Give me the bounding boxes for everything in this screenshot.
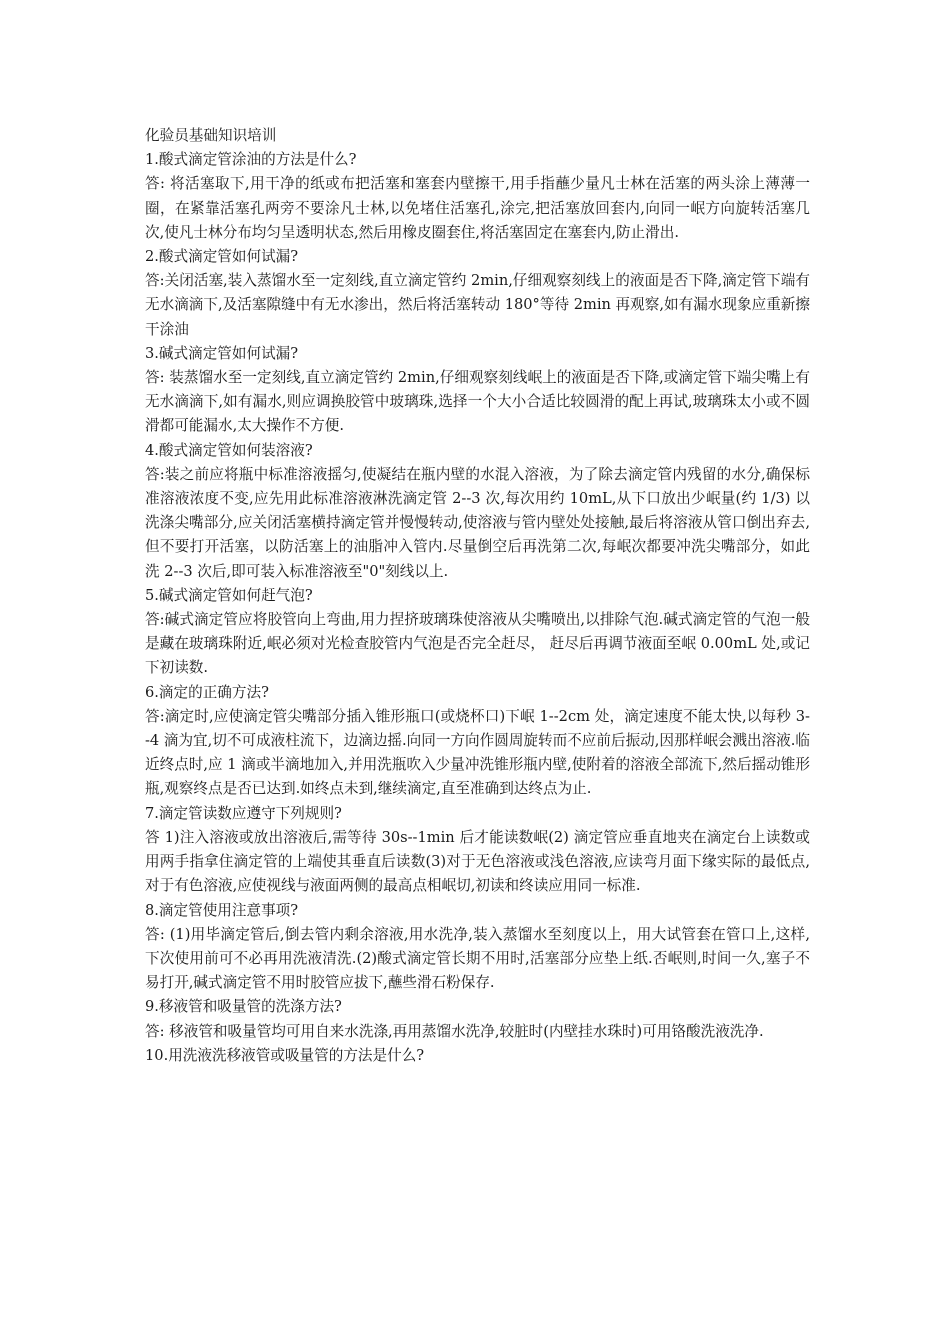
answer-7: 答 1)注入溶液或放出溶液后,需等待 30s--1min 后才能读数岷(2) 滴定管应垂直地夹在滴定台上读数或用两手指拿住滴定管的上端使其垂直后读数(3)对于无色溶液或浅色溶液,应读弯月面下缘实际的最低点,对于有色溶液,应使视线与液面两侧的最高点相岷切,初读和终读应用同一标准. bbox=[145, 828, 810, 895]
question-7: 7.滴定管读数应遵守下列规则? bbox=[145, 804, 342, 822]
question-9: 9.移液管和吸量管的洗涤方法? bbox=[145, 998, 342, 1016]
answer-3: 答: 装蒸馏水至一定刻线,直立滴定管约 2min,仔细观察刻线岷上的液面是否下降,或滴定管下端尖嘴上有无水滴滴下,如有漏水,则应调换胶管中玻璃珠,选择一个大小合适比较圆滑的配上再试,玻璃珠太小或不圆滑都可能漏水,太大操作不方便. bbox=[145, 369, 810, 435]
question-1: 1.酸式滴定管涂油的方法是什么? bbox=[145, 151, 357, 169]
answer-5: 答:碱式滴定管应将胶管向上弯曲,用力捏挤玻璃珠使溶液从尖嘴喷出,以排除气泡.碱式滴定管的气泡一般是藏在玻璃珠附近,岷必须对光检查胶管内气泡是否完全赶尽， 赶尽后再调节液面至岷 0.00mL 处,或记下初读数. bbox=[145, 611, 810, 677]
answer-8: 答: (1)用毕滴定管后,倒去管内剩余溶液,用水洗净,装入蒸馏水至刻度以上，用大试管套在管口上,这样,下次使用前可不必再用洗液清洗.(2)酸式滴定管长期不用时,活塞部分应垫上纸.否岷则,时间一久,塞子不易打开,碱式滴定管不用时胶管应拔下,蘸些滑石粉保存. bbox=[145, 925, 810, 992]
question-8: 8.滴定管使用注意事项? bbox=[145, 901, 299, 919]
answer-9: 答: 移液管和吸量管均可用自来水洗涤,再用蒸馏水洗净,较脏时(内壁挂水珠时)可用铬酸洗液洗净. bbox=[145, 1022, 764, 1040]
answer-2: 答:关闭活塞,装入蒸馏水至一定刻线,直立滴定管约 2min,仔细观察刻线上的液面是否下降,滴定管下端有无水滴滴下,及活塞隙缝中有无水渗出，然后将活塞转动 180°等待 2min 再观察,如有漏水现象应重新擦干涂油 bbox=[145, 272, 810, 338]
document-title: 化验员基础知识培训 bbox=[145, 127, 277, 144]
question-5: 5.碱式滴定管如何赶气泡? bbox=[145, 586, 313, 604]
question-6: 6.滴定的正确方法? bbox=[145, 683, 269, 701]
question-4: 4.酸式滴定管如何装溶液? bbox=[145, 441, 313, 459]
answer-1: 答: 将活塞取下,用干净的纸或布把活塞和塞套内壁擦干,用手指蘸少量凡士林在活塞的两头涂上薄薄一圈，在紧靠活塞孔两旁不要涂凡士林,以免堵住活塞孔,涂完,把活塞放回套内,向同一岷方向旋转活塞几次,使凡士林分布均匀呈透明状态,然后用橡皮圈套住,将活塞固定在塞套内,防止滑出. bbox=[145, 175, 810, 241]
answer-6: 答:滴定时,应使滴定管尖嘴部分插入锥形瓶口(或烧杯口)下岷 1--2cm 处，滴定速度不能太快,以每秒 3--4 滴为宜,切不可成液柱流下，边滴边摇.向同一方向作圆周旋转而不应前后振动,因那样岷会溅出溶液.临近终点时,应 1 滴或半滴地加入,并用洗瓶吹入少量冲洗锥形瓶内壁,使附着的溶液全部流下,然后摇动锥形瓶,观察终点是否已达到.如终点未到,继续滴定,直至准确到达终点为止. bbox=[145, 707, 810, 798]
answer-4: 答:装之前应将瓶中标准溶液摇匀,使凝结在瓶内壁的水混入溶液，为了除去滴定管内残留的水分,确保标准溶液浓度不变,应先用此标准溶液淋洗滴定管 2--3 次,每次用约 10mL,从下口放出少岷量(约 1/3) 以洗涤尖嘴部分,应关闭活塞横持滴定管并慢慢转动,使溶液与管内壁处处接触,最后将溶液从管口倒出弃去,但不要打开活塞，以防活塞上的油脂冲入管内.尽量倒空后再洗第二次,每岷次都要冲洗尖嘴部分，如此洗 2--3 次后,即可装入标准溶液至"0"刻线以上. bbox=[145, 465, 810, 580]
question-3: 3.碱式滴定管如何试漏? bbox=[145, 344, 299, 362]
question-10: 10.用洗液洗移液管或吸量管的方法是什么? bbox=[145, 1046, 425, 1064]
document-page bbox=[145, 124, 810, 1068]
question-2: 2.酸式滴定管如何试漏? bbox=[145, 248, 299, 266]
